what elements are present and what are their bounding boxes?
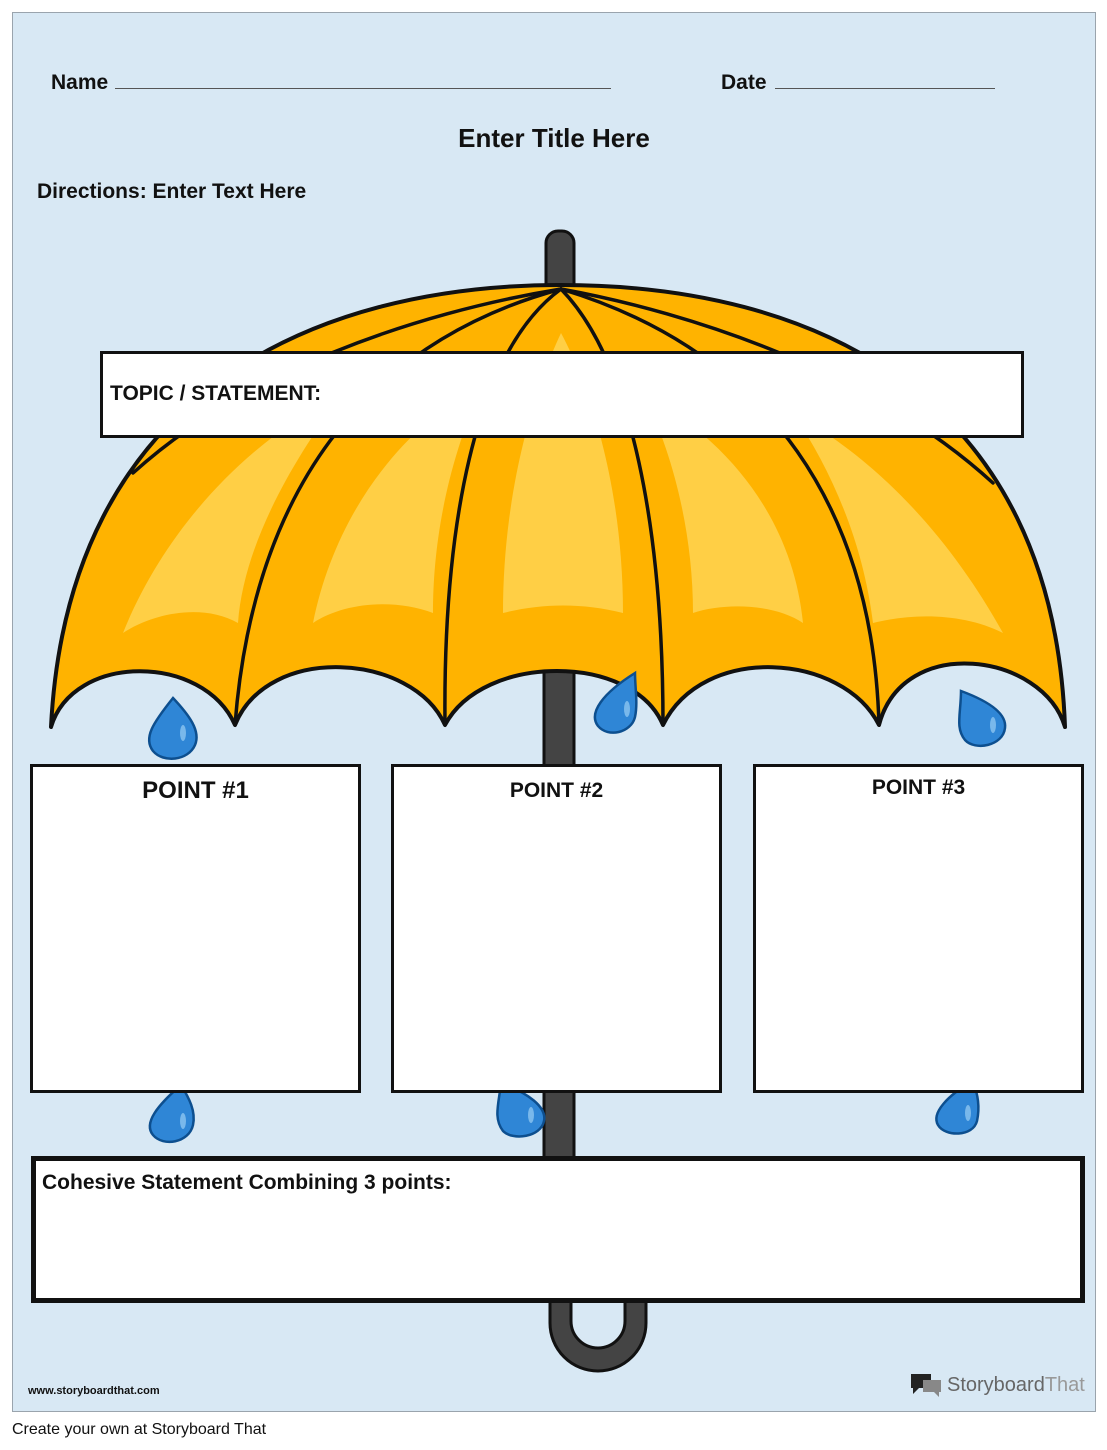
- page-title[interactable]: Enter Title Here: [458, 123, 650, 153]
- point-1-label: POINT #1: [142, 777, 249, 804]
- storyboardthat-logo-icon: [909, 1372, 943, 1398]
- date-line[interactable]: [775, 88, 995, 89]
- worksheet-page: [12, 12, 1096, 1412]
- name-line[interactable]: [115, 88, 611, 89]
- cohesive-statement-box[interactable]: [31, 1156, 1085, 1303]
- point-2-box[interactable]: [391, 764, 722, 1093]
- topic-statement-box[interactable]: [100, 351, 1024, 438]
- logo-word-storyboard: Storyboard: [947, 1373, 1045, 1396]
- logo-word-that: That: [1044, 1373, 1085, 1396]
- create-your-own-caption[interactable]: Create your own at Storyboard That: [12, 1421, 267, 1438]
- point-2-label: POINT #2: [509, 779, 604, 802]
- name-label: Name: [51, 71, 109, 94]
- date-label: Date: [721, 71, 767, 94]
- point-3-box[interactable]: [753, 764, 1084, 1093]
- point-1-box[interactable]: [30, 764, 361, 1093]
- point-3-label: POINT #3: [871, 776, 966, 799]
- footer-url[interactable]: www.storyboardthat.com: [28, 1385, 160, 1397]
- directions-text[interactable]: Directions: Enter Text Here: [37, 180, 307, 203]
- topic-statement-label: TOPIC / STATEMENT:: [110, 382, 322, 405]
- cohesive-statement-label: Cohesive Statement Combining 3 points:: [42, 1171, 452, 1194]
- storyboardthat-logo[interactable]: [909, 1372, 1085, 1398]
